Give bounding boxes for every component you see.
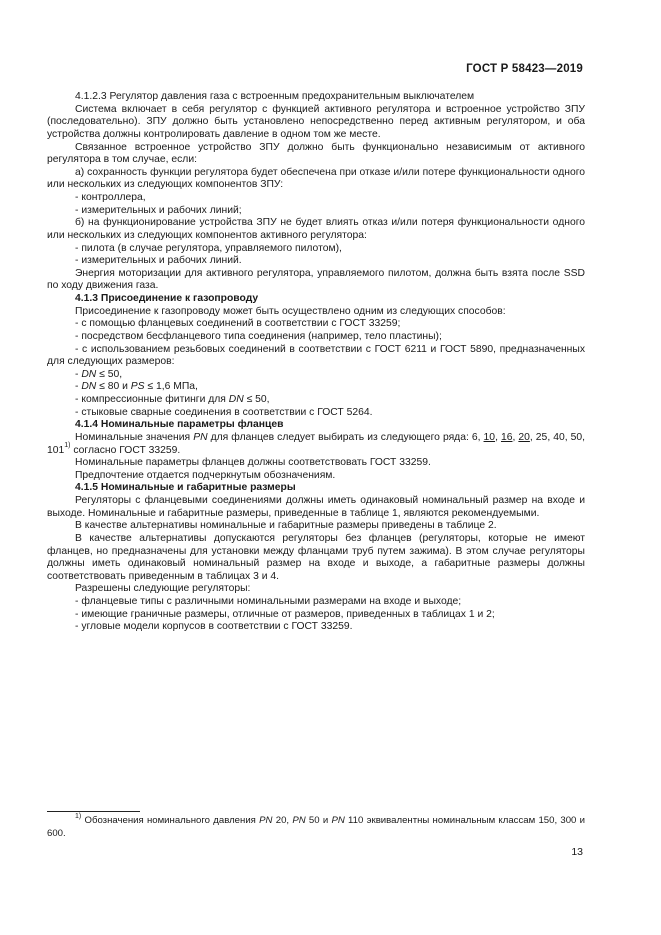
paragraph: Связанное встроенное устройство ЗПУ должно быть функционально независимым от активного регулятора в том случае, если:: [47, 141, 585, 166]
footnote-divider: [47, 811, 140, 812]
list-item: - с использованием резьбовых соединений в соответствии с ГОСТ 6211 и ГОСТ 5890, предназначенных для следующих размеров:: [47, 343, 585, 368]
section-heading: 4.1.5 Номинальные и габаритные размеры: [75, 482, 296, 494]
list-item: - посредством бесфланцевого типа соединения (например, тело пластины);: [75, 330, 442, 342]
list-item: - стыковые сварные соединения в соответствии с ГОСТ 5264.: [75, 406, 373, 418]
list-item: - измерительных и рабочих линий;: [75, 204, 242, 216]
page-body: [47, 91, 585, 634]
footnote-ref: 1): [64, 442, 71, 450]
list-item: - DN ≤ 50,: [75, 368, 123, 380]
paragraph: б) на функционирование устройства ЗПУ не будет влиять отказ и/или потеря функциональности одного или нескольких из следующих компонентов активного регулятора:: [47, 217, 585, 241]
list-item: - компрессионные фитинги для DN ≤ 50,: [75, 394, 270, 405]
paragraph: В качестве альтернативы допускаются регуляторы без фланцев (регуляторы, которые не имеют фланцев, но предназначены для установки между фланцами труб путем зажима). В этом случае регуляторы должны иметь одинаковый номинальный размер на входе и выходе, а габаритные размеры должны соответствовать приведенным в таблицах 3 и 4.: [47, 532, 585, 582]
footnote: $^{1)}$ Обозначения номинального давления PN 20, PN 50 и PN 110 эквивалентны номинальным классам 150, 300 и 600.: [47, 812, 585, 839]
list-item: - измерительных и рабочих линий.: [75, 255, 242, 267]
paragraph: Номинальные значения PN для фланцев следует выбирать из следующего ряда: 6, 10, 16, 20, 25, 40, 50, 101$^{1)}$ согласно ГОСТ 33259.: [47, 431, 586, 456]
paragraph: В качестве альтернативы номинальные и габаритные размеры приведены в таблице 2.: [75, 520, 497, 532]
paragraph: Энергия моторизации для активного регулятора, управляемого пилотом, должна быть взята после SSD по ходу движения газа.: [47, 267, 585, 292]
list-item: - DN ≤ 80 и PS ≤ 1,6 МПа,: [75, 381, 198, 393]
document-id: ГОСТ Р 58423—2019: [466, 63, 583, 75]
paragraph: а) сохранность функции регулятора будет обеспечена при отказе и/или потере функциональности одного или нескольких из следующих компонентов ЗПУ:: [47, 166, 585, 191]
list-item: - контроллера,: [75, 192, 146, 203]
section-heading: 4.1.4 Номинальные параметры фланцев: [75, 419, 284, 431]
paragraph: Разрешены следующие регуляторы:: [75, 583, 251, 595]
list-item: - фланцевые типы с различными номинальными размерами на входе и выходе;: [75, 596, 462, 607]
list-item: - пилота (в случае регулятора, управляемого пилотом),: [75, 242, 342, 254]
section-heading: 4.1.3 Присоединение к газопроводу: [75, 293, 259, 304]
list-item: - с помощью фланцевых соединений в соответствии с ГОСТ 33259;: [75, 318, 401, 330]
paragraph: Предпочтение отдается подчеркнутым обозначениям.: [75, 469, 336, 481]
page-number: 13: [571, 846, 583, 858]
paragraph: Регуляторы с фланцевыми соединениями должны иметь одинаковый номинальный размер на входе и выходе. Номинальные и габаритные размеры, приведенные в таблице 1, являются рекомендуемыми.: [47, 495, 585, 519]
list-item: - угловые модели корпусов в соответствии с ГОСТ 33259.: [75, 621, 353, 633]
paragraph: Присоединение к газопроводу может быть осуществлено одним из следующих способов:: [75, 305, 506, 317]
paragraph: Система включает в себя регулятор с функцией активного регулятора и встроенное устройство ЗПУ (последовательно). ЗПУ должно быть установлено непосредственно перед активным регулятором, и оба устройства должны контролировать давление в одном том же месте.: [47, 103, 585, 140]
section-heading: 4.1.2.3 Регулятор давления газа с встроенным предохранительным выключателем: [75, 91, 475, 102]
list-item: - имеющие граничные размеры, отличные от размеров, приведенных в таблицах 1 и 2;: [75, 608, 495, 620]
paragraph: Номинальные параметры фланцев должны соответствовать ГОСТ 33259.: [75, 457, 431, 469]
